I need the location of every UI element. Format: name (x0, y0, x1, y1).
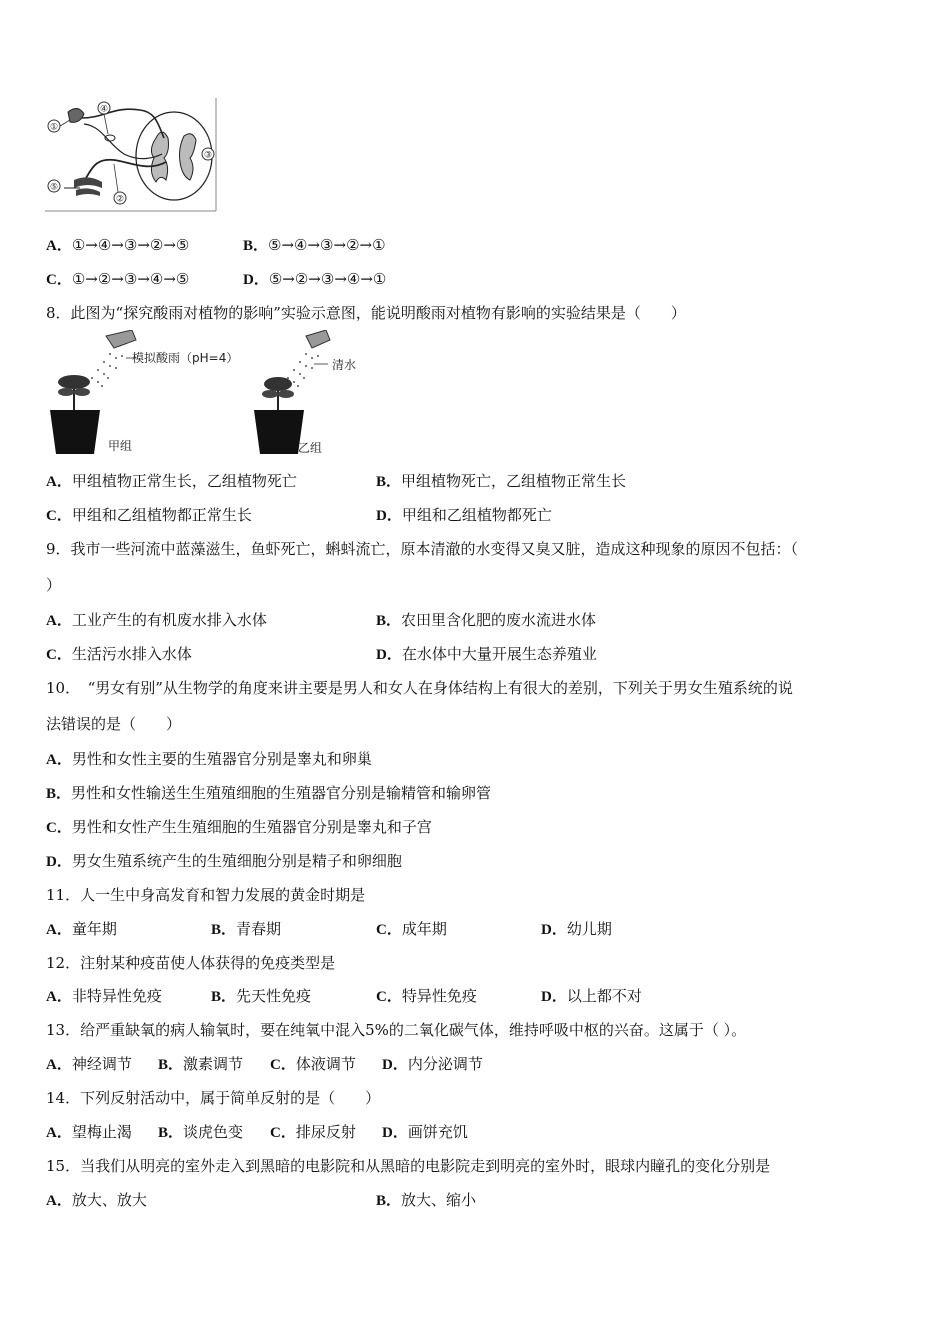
q14-option-a[interactable]: A．望梅止渴 (46, 1123, 132, 1141)
q10-option-c[interactable]: C．男性和女性产生生殖细胞的生殖器官分别是睾丸和子宫 (46, 818, 432, 836)
svg-text:③: ③ (203, 150, 213, 161)
label-4 (98, 102, 110, 115)
q11-option-d[interactable]: D．幼儿期 (541, 920, 612, 938)
q9-option-b[interactable]: B．农田里含化肥的废水流进水体 (376, 611, 597, 629)
q14-stem: 14．下列反射活动中，属于简单反射的是（ ） (46, 1089, 381, 1107)
q14-option-b[interactable]: B．谈虎色变 (158, 1123, 244, 1141)
q13-option-d[interactable]: D．内分泌调节 (382, 1055, 483, 1073)
q10-stem-line1: 10． “男女有别”从生物学的角度来讲主要是男人和女人在身体结构上有很大的差别，下列关于男女生殖系统的说 (46, 679, 793, 697)
q15-option-a[interactable]: A．放大、放大 (46, 1191, 147, 1209)
q11-option-a[interactable]: A．童年期 (46, 920, 117, 938)
svg-text:④: ④ (99, 104, 109, 115)
q11-stem: 11．人一生中身高发育和智力发展的黄金时期是 (46, 886, 366, 904)
q8-option-d[interactable]: D．甲组和乙组植物都死亡 (376, 506, 552, 524)
q11-option-b[interactable]: B．青春期 (211, 920, 282, 938)
q8-stem: 8．此图为“探究酸雨对植物的影响”实验示意图，能说明酸雨对植物有影响的实验结果是（ ） (46, 304, 686, 322)
q14-option-c[interactable]: C．排尿反射 (270, 1123, 356, 1141)
q10-option-b[interactable]: B．男性和女性输送生生殖殖细胞的生殖器官分别是输精管和输卵管 (46, 784, 492, 802)
q12-stem: 12．注射某种疫苗使人体获得的免疫类型是 (46, 954, 336, 972)
q15-stem: 15．当我们从明亮的室外走入到黑暗的电影院和从黑暗的电影院走到明亮的室外时，眼球内瞳孔的变化分别是 (46, 1157, 771, 1175)
q7-option-a[interactable]: A．①→④→③→②→⑤ (46, 236, 190, 254)
q7-option-b[interactable]: B．⑤→④→③→②→① (243, 236, 386, 254)
left-group: 甲组 (108, 439, 133, 453)
q14-option-d[interactable]: D．画饼充饥 (382, 1123, 468, 1141)
q12-option-c[interactable]: C．特异性免疫 (376, 987, 477, 1005)
svg-text:①: ① (49, 122, 59, 133)
left-caption: 模拟酸雨（pH=4） (132, 351, 239, 365)
q7-option-c[interactable]: C．①→②→③→④→⑤ (46, 270, 190, 288)
label-2 (114, 192, 126, 205)
q13-option-c[interactable]: C．体液调节 (270, 1055, 356, 1073)
q9-option-d[interactable]: D．在水体中大量开展生态养殖业 (376, 645, 597, 663)
q8-option-a[interactable]: A．甲组植物正常生长，乙组植物死亡 (46, 472, 297, 490)
label-3 (202, 148, 214, 161)
q8-option-c[interactable]: C．甲组和乙组植物都正常生长 (46, 506, 252, 524)
q9-option-c[interactable]: C．生活污水排入水体 (46, 645, 192, 663)
q11-option-c[interactable]: C．成年期 (376, 920, 447, 938)
q7-option-d[interactable]: D．⑤→②→③→④→① (243, 270, 387, 288)
q13-option-a[interactable]: A．神经调节 (46, 1055, 132, 1073)
label-1 (48, 120, 60, 133)
q12-option-b[interactable]: B．先天性免疫 (211, 987, 312, 1005)
q10-stem-line2: 法错误的是（ ） (46, 715, 182, 733)
q9-stem-line2: ） (46, 576, 62, 594)
q10-option-d[interactable]: D．男女生殖系统产生的生殖细胞分别是精子和卵细胞 (46, 852, 402, 870)
svg-text:⑤: ⑤ (49, 182, 59, 193)
q9-option-a[interactable]: A．工业产生的有机废水排入水体 (46, 611, 267, 629)
q13-option-b[interactable]: B．激素调节 (158, 1055, 244, 1073)
right-group: 乙组 (298, 441, 323, 455)
q9-stem-line1: 9．我市一些河流中蓝藻滋生，鱼虾死亡，蝌蚪流亡，原本清澈的水变得又臭又脏，造成这种现象的原因不包括：（ (46, 540, 799, 558)
q15-option-b[interactable]: B．放大、缩小 (376, 1191, 477, 1209)
acid-rain-figure (44, 330, 374, 458)
reflex-arc-figure (44, 98, 218, 214)
q12-option-d[interactable]: D．以上都不对 (541, 987, 642, 1005)
right-caption: 清水 (332, 358, 357, 372)
svg-text:②: ② (115, 194, 125, 205)
label-5 (48, 180, 60, 193)
q10-option-a[interactable]: A．男性和女性主要的生殖器官分别是睾丸和卵巢 (46, 750, 372, 768)
q8-option-b[interactable]: B．甲组植物死亡，乙组植物正常生长 (376, 472, 627, 490)
q12-option-a[interactable]: A．非特异性免疫 (46, 987, 162, 1005)
q13-stem: 13．给严重缺氧的病人输氧时，要在纯氧中混入5%的二氧化碳气体，维持呼吸中枢的兴奋。这属于（ ）。 (46, 1021, 747, 1039)
